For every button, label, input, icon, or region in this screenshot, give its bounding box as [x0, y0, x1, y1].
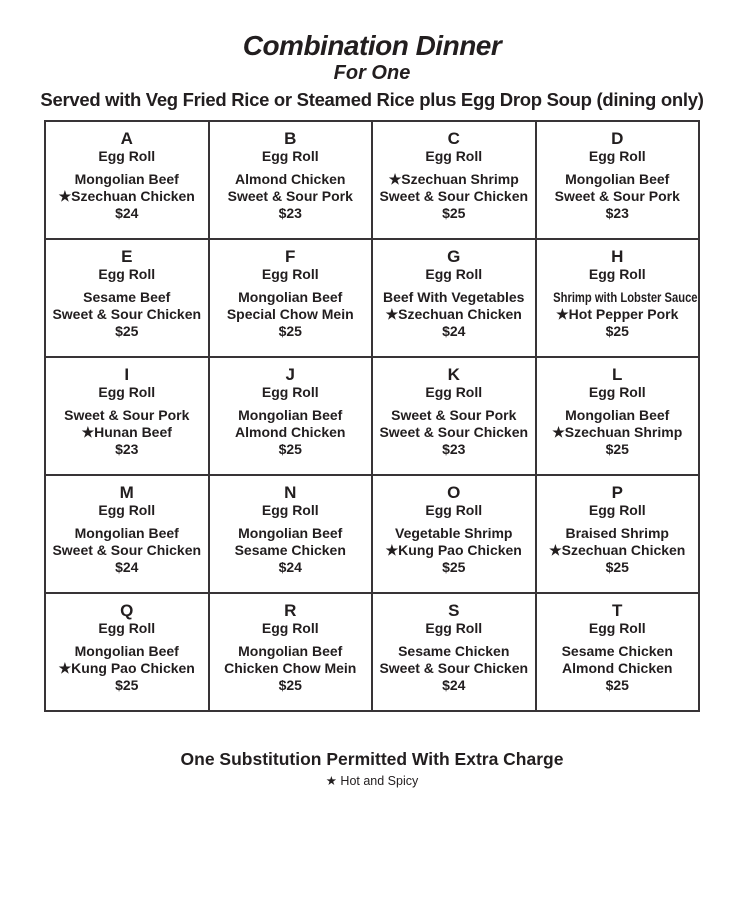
combo-cell-g [373, 240, 535, 356]
combo-items [210, 525, 372, 576]
combo-letter: O [447, 483, 461, 502]
combo-letter: C [447, 129, 460, 148]
combo-cell-r [210, 594, 372, 710]
combo-cell-s [373, 594, 535, 710]
combo-item: Beef With Vegetables [383, 289, 525, 305]
combo-items [210, 171, 372, 222]
combo-items [537, 525, 699, 576]
combo-items [373, 171, 535, 222]
combo-cell-k [373, 358, 535, 474]
combo-item: Sweet & Sour Chicken [379, 424, 529, 440]
combo-item: Chicken Chow Mein [224, 660, 357, 676]
combo-cell-d [537, 122, 699, 238]
combo-items [46, 171, 208, 222]
combo-starter: Egg Roll [588, 502, 646, 518]
combo-item: Almond Chicken [235, 424, 346, 440]
combo-grid [44, 120, 700, 712]
combo-item: Braised Shrimp [565, 525, 669, 541]
combo-price: $25 [605, 323, 629, 339]
combo-starter: Egg Roll [588, 148, 646, 164]
combo-price: $25 [115, 677, 139, 693]
combo-item: ★Szechuan Shrimp [388, 171, 519, 187]
combo-letter: S [448, 601, 460, 620]
combo-item: ★Szechuan Chicken [58, 188, 195, 204]
combo-price: $25 [278, 677, 302, 693]
combo-letter: I [124, 365, 130, 384]
combo-items [373, 289, 535, 340]
combo-letter: T [612, 601, 623, 620]
combo-letter: P [611, 483, 623, 502]
combo-letter: G [447, 247, 461, 266]
combo-item: Sesame Chicken [561, 643, 673, 659]
combo-item: Mongolian Beef [565, 407, 670, 423]
combo-item: ★Hot Pepper Pork [556, 306, 679, 322]
menu-tagline: Served with Veg Fried Rice or Steamed Rice plus Egg Drop Soup (dining only) [40, 89, 704, 110]
combo-letter: J [285, 365, 295, 384]
combo-item: ★Kung Pao Chicken [58, 660, 195, 676]
combo-cell-q [46, 594, 208, 710]
combo-items [537, 171, 699, 222]
combo-item: Mongolian Beef [74, 171, 179, 187]
combo-starter: Egg Roll [98, 502, 156, 518]
combo-item: Sweet & Sour Pork [391, 407, 517, 423]
combo-item: Shrimp with Lobster Sauce [552, 289, 698, 305]
combo-price: $24 [278, 559, 302, 575]
combo-price: $25 [278, 441, 302, 457]
combo-item: Mongolian Beef [238, 289, 343, 305]
combo-letter: K [447, 365, 460, 384]
combo-starter: Egg Roll [98, 620, 156, 636]
combo-items [46, 525, 208, 576]
combo-price: $23 [442, 441, 466, 457]
combo-item: Almond Chicken [562, 660, 673, 676]
combo-items [210, 289, 372, 340]
combo-item: Mongolian Beef [238, 407, 343, 423]
combo-cell-l [537, 358, 699, 474]
combo-cell-b [210, 122, 372, 238]
combo-item: Mongolian Beef [565, 171, 670, 187]
combo-price: $25 [605, 441, 629, 457]
combo-price: $23 [115, 441, 139, 457]
combo-item: ★Szechuan Chicken [549, 542, 686, 558]
combo-starter: Egg Roll [98, 384, 156, 400]
combo-cell-f [210, 240, 372, 356]
combo-starter: Egg Roll [425, 620, 483, 636]
combo-starter: Egg Roll [261, 620, 319, 636]
combo-price: $24 [115, 205, 139, 221]
combo-item: ★Szechuan Shrimp [552, 424, 683, 440]
combo-letter: A [120, 129, 133, 148]
combo-price: $25 [115, 323, 139, 339]
combo-cell-c [373, 122, 535, 238]
combo-item: Mongolian Beef [74, 643, 179, 659]
combo-items [46, 407, 208, 458]
combo-price: $25 [442, 205, 466, 221]
combo-letter: F [285, 247, 296, 266]
combo-item: Sweet & Sour Chicken [379, 188, 529, 204]
combo-item: Mongolian Beef [238, 643, 343, 659]
combo-cell-o [373, 476, 535, 592]
combo-item: Mongolian Beef [238, 525, 343, 541]
combo-price: $23 [278, 205, 302, 221]
combo-starter: Egg Roll [261, 266, 319, 282]
combo-item: Sweet & Sour Chicken [379, 660, 529, 676]
combo-starter: Egg Roll [425, 148, 483, 164]
combo-price: $25 [442, 559, 466, 575]
combo-letter: Q [120, 601, 134, 620]
combo-starter: Egg Roll [588, 384, 646, 400]
combo-item: ★Szechuan Chicken [385, 306, 522, 322]
combo-items [373, 643, 535, 694]
combo-starter: Egg Roll [261, 384, 319, 400]
combo-item: Sweet & Sour Pork [64, 407, 190, 423]
combo-starter: Egg Roll [425, 266, 483, 282]
combo-item: Special Chow Mein [226, 306, 354, 322]
combo-price: $24 [115, 559, 139, 575]
combo-cell-h [537, 240, 699, 356]
combo-item: Sweet & Sour Pork [554, 188, 680, 204]
combo-letter: L [612, 365, 623, 384]
combo-item: Sesame Chicken [398, 643, 510, 659]
combo-item: Almond Chicken [235, 171, 346, 187]
combo-cell-n [210, 476, 372, 592]
combo-item: Sesame Chicken [234, 542, 346, 558]
combo-price: $24 [442, 677, 466, 693]
combo-letter: M [119, 483, 134, 502]
combo-cell-p [537, 476, 699, 592]
combo-letter: H [611, 247, 624, 266]
combo-letter: B [284, 129, 297, 148]
combo-starter: Egg Roll [588, 266, 646, 282]
combo-item: Sweet & Sour Chicken [52, 306, 202, 322]
combo-items [210, 643, 372, 694]
combo-cell-i [46, 358, 208, 474]
combo-starter: Egg Roll [261, 148, 319, 164]
menu-subtitle: For One [333, 62, 411, 84]
combo-letter: E [121, 247, 133, 266]
combo-item: Sesame Beef [83, 289, 171, 305]
combo-item: Sweet & Sour Chicken [52, 542, 202, 558]
substitution-note: One Substitution Permitted With Extra Charge [180, 749, 564, 769]
combo-items [537, 289, 699, 340]
combo-cell-j [210, 358, 372, 474]
combo-cell-e [46, 240, 208, 356]
combo-items [537, 407, 699, 458]
combo-starter: Egg Roll [425, 502, 483, 518]
combo-starter: Egg Roll [588, 620, 646, 636]
combo-price: $25 [605, 559, 629, 575]
combo-starter: Egg Roll [98, 148, 156, 164]
menu-title: Combination Dinner [242, 30, 502, 61]
combo-item: Sweet & Sour Pork [227, 188, 353, 204]
combo-items [373, 407, 535, 458]
combo-items [537, 643, 699, 694]
combo-cell-m [46, 476, 208, 592]
hot-and-spicy-legend: ★ Hot and Spicy [325, 774, 419, 788]
combo-cell-t [537, 594, 699, 710]
combo-letter: R [284, 601, 297, 620]
combo-items [210, 407, 372, 458]
combo-starter: Egg Roll [98, 266, 156, 282]
combo-price: $24 [442, 323, 466, 339]
combo-item: ★Kung Pao Chicken [385, 542, 522, 558]
combo-item: Mongolian Beef [74, 525, 179, 541]
combo-item: Vegetable Shrimp [395, 525, 513, 541]
combo-starter: Egg Roll [261, 502, 319, 518]
combo-price: $25 [605, 677, 629, 693]
combo-letter: D [611, 129, 624, 148]
combo-items [46, 289, 208, 340]
combo-price: $25 [278, 323, 302, 339]
combo-letter: N [284, 483, 297, 502]
combo-items [46, 643, 208, 694]
combo-items [373, 525, 535, 576]
combo-price: $23 [605, 205, 629, 221]
combo-starter: Egg Roll [425, 384, 483, 400]
combo-item: ★Hunan Beef [81, 424, 172, 440]
combo-cell-a [46, 122, 208, 238]
